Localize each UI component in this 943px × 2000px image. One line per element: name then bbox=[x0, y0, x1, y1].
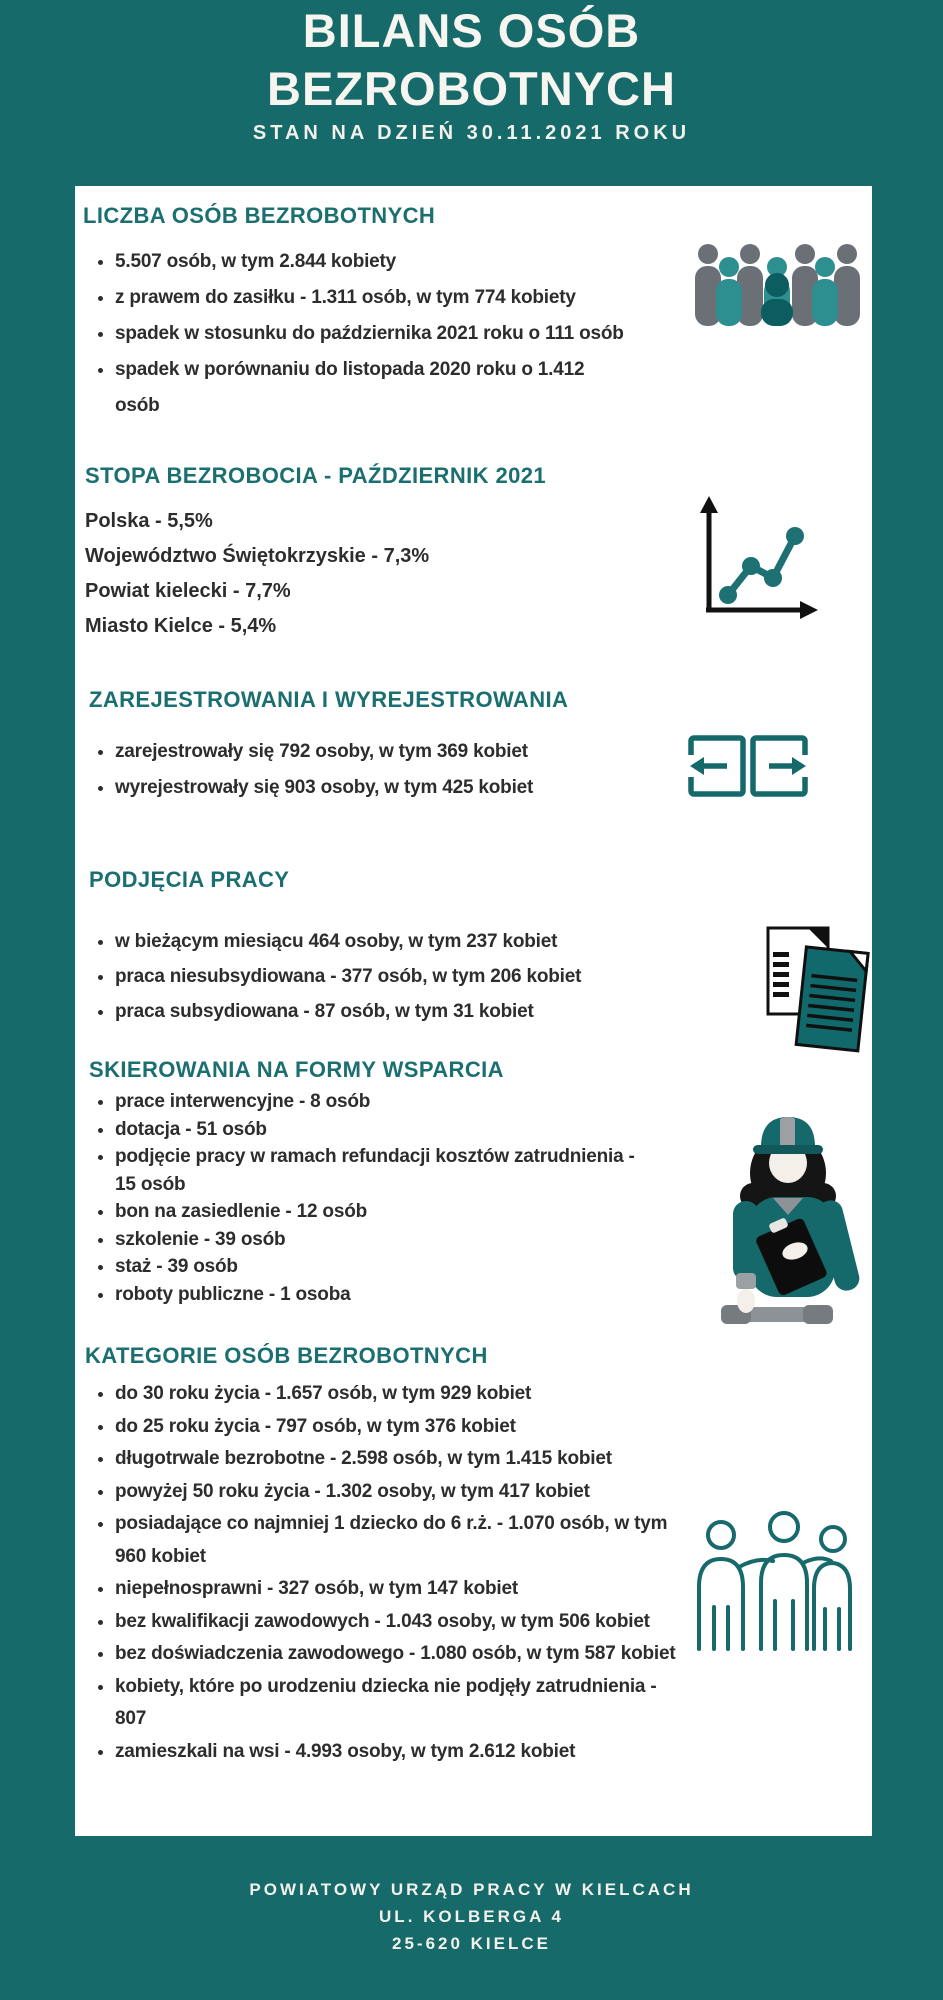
list-item: • niepełnosprawni - 327 osób, w tym 147 kobiet bbox=[115, 1573, 680, 1606]
list-item: • wyrejestrowały się 903 osoby, w tym 425 kobiet bbox=[115, 770, 675, 806]
page-title-text: BILANS OSÓB BEZROBOTNYCH bbox=[267, 4, 676, 115]
list-item: • szkolenie - 39 osób bbox=[115, 1226, 660, 1254]
line-chart-icon bbox=[688, 494, 820, 626]
footer-street: UL. KOLBERGA 4 bbox=[379, 1907, 564, 1926]
footer bbox=[0, 1876, 943, 1957]
people-outline-icon bbox=[687, 1501, 852, 1653]
bullet-list bbox=[75, 734, 675, 806]
stat-line: Miasto Kielce - 5,4% bbox=[85, 615, 277, 637]
list-item: • kobiety, które po urodzeniu dziecka nie podjęły zatrudnienia - 807 bbox=[115, 1671, 680, 1736]
bullet-list bbox=[75, 1088, 660, 1308]
list-item: • w bieżącym miesiącu 464 osoby, w tym 237 kobiet bbox=[115, 924, 675, 959]
section-heading: STOPA BEZROBOCIA - PAŹDZIERNIK 2021 bbox=[85, 463, 546, 488]
section-heading: PODJĘCIA PRACY bbox=[89, 867, 290, 892]
list-item: • zamieszkali na wsi - 4.993 osoby, w tym 2.612 kobiet bbox=[115, 1736, 680, 1769]
list-item: • praca niesubsydiowana - 377 osób, w tym 206 kobiet bbox=[115, 959, 675, 994]
list-item: • bez kwalifikacji zawodowych - 1.043 osoby, w tym 506 kobiet bbox=[115, 1606, 680, 1639]
worker-woman-illustration bbox=[703, 1101, 873, 1331]
list-item: • do 30 roku życia - 1.657 osób, w tym 929 kobiet bbox=[115, 1378, 680, 1411]
bullet-list bbox=[75, 244, 630, 424]
list-item: • do 25 roku życia - 797 osób, w tym 376 kobiet bbox=[115, 1411, 680, 1444]
list-item: • posiadające co najmniej 1 dziecko do 6 r.ż. - 1.070 osób, w tym 960 kobiet bbox=[115, 1508, 680, 1573]
in-out-arrows-icon bbox=[687, 732, 809, 800]
page-subtitle: STAN NA DZIEŃ 30.11.2021 ROKU bbox=[252, 122, 691, 144]
list-item: • roboty publiczne - 1 osoba bbox=[115, 1281, 660, 1309]
list-item: • staż - 39 osób bbox=[115, 1253, 660, 1281]
list-item: • 5.507 osób, w tym 2.844 kobiety bbox=[115, 244, 630, 280]
bullet-list bbox=[75, 924, 675, 1029]
section-heading: ZAREJESTROWANIA I WYREJESTROWANIA bbox=[89, 687, 569, 712]
footer-org-name: POWIATOWY URZĄD PRACY W KIELCACH bbox=[249, 1880, 694, 1899]
footer-city: 25-620 KIELCE bbox=[392, 1934, 551, 1953]
section-heading: KATEGORIE OSÓB BEZROBOTNYCH bbox=[85, 1343, 488, 1368]
list-item: • praca subsydiowana - 87 osób, w tym 31 kobiet bbox=[115, 994, 675, 1029]
list-item: • powyżej 50 roku życia - 1.302 osoby, w tym 417 kobiet bbox=[115, 1476, 680, 1509]
list-item: • zarejestrowały się 792 osoby, w tym 369 kobiet bbox=[115, 734, 675, 770]
list-item: • bez doświadczenia zawodowego - 1.080 osób, w tym 587 kobiet bbox=[115, 1638, 680, 1671]
list-item: • z prawem do zasiłku - 1.311 osób, w tym 774 kobiety bbox=[115, 280, 630, 316]
list-item: • spadek w stosunku do października 2021 roku o 111 osób bbox=[115, 316, 630, 352]
stat-line: Powiat kielecki - 7,7% bbox=[85, 580, 291, 602]
crowd-icon bbox=[683, 242, 871, 326]
documents-icon bbox=[763, 922, 873, 1058]
stat-line: Województwo Świętokrzyskie - 7,3% bbox=[85, 545, 430, 567]
bullet-list bbox=[75, 1378, 680, 1768]
list-item: • długotrwale bezrobotne - 2.598 osób, w tym 1.415 kobiet bbox=[115, 1443, 680, 1476]
section-heading: SKIEROWANIA NA FORMY WSPARCIA bbox=[89, 1057, 504, 1082]
section-podjecia-pracy bbox=[75, 866, 872, 1029]
section-heading: LICZBA OSÓB BEZROBOTNYCH bbox=[83, 203, 436, 228]
list-item: • spadek w porównaniu do listopada 2020 roku o 1.412 osób bbox=[115, 352, 630, 424]
page-title bbox=[0, 2, 943, 118]
stat-line: Polska - 5,5% bbox=[85, 510, 213, 532]
list-item: • dotacja - 51 osób bbox=[115, 1116, 660, 1144]
content-card bbox=[75, 186, 872, 1836]
list-item: • bon na zasiedlenie - 12 osób bbox=[115, 1198, 660, 1226]
list-item: • podjęcie pracy w ramach refundacji kosztów zatrudnienia - 15 osób bbox=[115, 1143, 660, 1198]
list-item: • prace interwencyjne - 8 osób bbox=[115, 1088, 660, 1116]
